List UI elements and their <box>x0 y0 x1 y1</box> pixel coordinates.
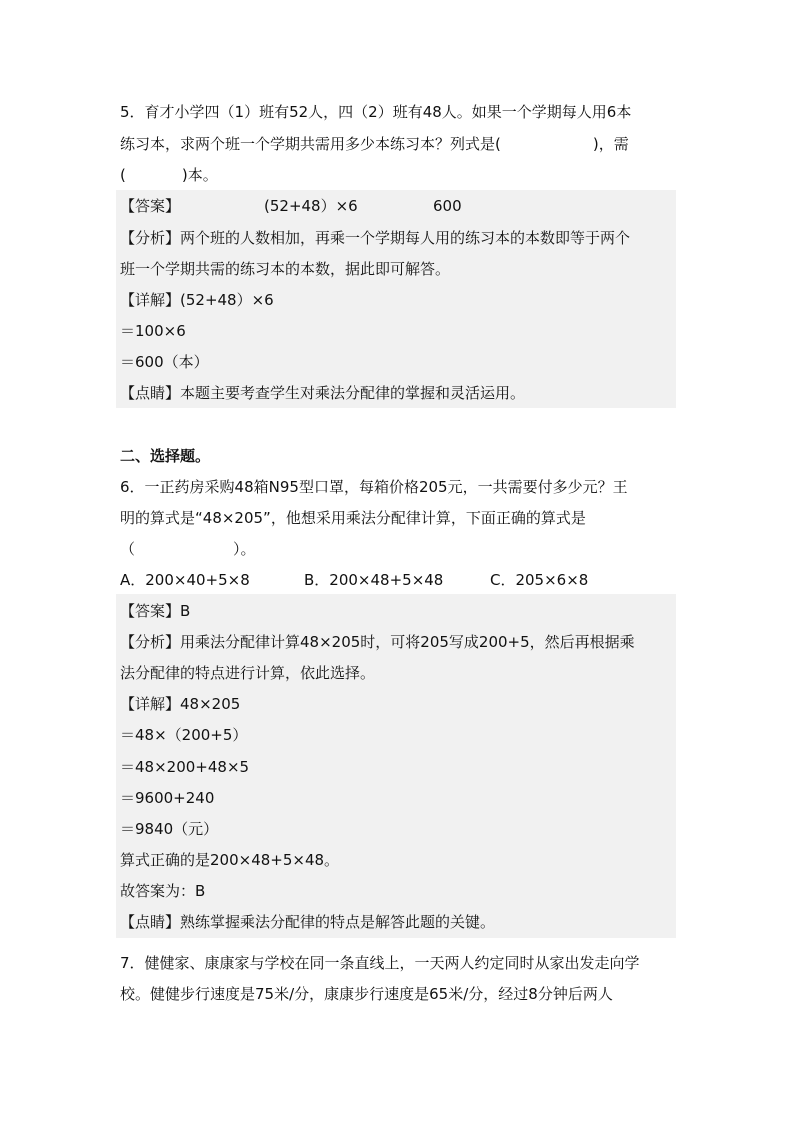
q5-detail-line-2: ＝100×6 <box>120 322 186 340</box>
q5-line-2-end: )，需 <box>592 135 629 153</box>
q6-detail-line-2: ＝48×（200+5） <box>120 726 248 744</box>
q5-answer-expression: (52+48）×6 <box>264 197 358 215</box>
q5-comment: 【点睛】本题主要考查学生对乘法分配律的掌握和灵活运用。 <box>120 384 526 402</box>
q5-answer-value: 600 <box>433 197 462 215</box>
q6-line-2: 明的算式是“48×205”，他想采用乘法分配律计算，下面正确的算式是 <box>120 509 586 527</box>
q5-analysis-line-1: 【分析】两个班的人数相加，再乘一个学期每人用的练习本的本数即等于两个 <box>120 229 631 247</box>
q6-detail-line-1: 【详解】48×205 <box>120 695 241 713</box>
section-title: 二、选择题。 <box>120 447 211 465</box>
q6-line-1: 6．一正药房采购48箱N95型口罩，每箱价格205元，一共需要付多少元？王 <box>120 478 628 496</box>
q6-line-3-end: ）。 <box>233 540 256 558</box>
q6-line-3-open: （ <box>120 540 136 558</box>
q6-answer: 【答案】B <box>120 602 191 620</box>
q5-line-3-end: )本。 <box>181 166 218 184</box>
q5-answer-label: 【答案】 <box>120 197 181 215</box>
q6-analysis-line-2: 法分配律的特点进行计算，依此选择。 <box>120 664 376 682</box>
q5-analysis-line-2: 班一个学期共需的练习本的本数，据此即可解答。 <box>120 260 451 278</box>
q6-detail-line-6: 算式正确的是200×48+5×48。 <box>120 851 340 869</box>
q7-line-2: 校。健健步行速度是75米/分，康康步行速度是65米/分，经过8分钟后两人 <box>120 985 613 1003</box>
q5-detail-line-3: ＝600（本） <box>120 353 209 371</box>
q6-line-3 <box>120 539 256 559</box>
q7-line-1: 7．健健家、康康家与学校在同一条直线上，一天两人约定同时从家出发走向学 <box>120 954 640 972</box>
q6-option-a: A．200×40+5×8 <box>120 571 250 589</box>
q6-option-c: C．205×6×8 <box>490 571 589 589</box>
q5-line-3 <box>120 165 218 185</box>
q5-line-2 <box>120 134 629 154</box>
q5-line-2-text: 练习本，求两个班一个学期共需用多少本练习本？列式是( <box>120 135 501 153</box>
q6-analysis-line-1: 【分析】用乘法分配律计算48×205时，可将205写成200+5，然后再根据乘 <box>120 633 635 651</box>
q5-line-3-open: ( <box>120 166 126 184</box>
q6-detail-line-7: 故答案为：B <box>120 882 206 900</box>
q6-detail-line-5: ＝9840（元） <box>120 820 219 838</box>
q6-option-b: B．200×48+5×48 <box>304 571 444 589</box>
q6-comment: 【点睛】熟练掌握乘法分配律的特点是解答此题的关键。 <box>120 913 496 931</box>
q5-detail-line-1: 【详解】(52+48）×6 <box>120 291 274 309</box>
q6-detail-line-3: ＝48×200+48×5 <box>120 758 250 776</box>
q6-detail-line-4: ＝9600+240 <box>120 789 215 807</box>
q5-line-1: 5．育才小学四（1）班有52人，四（2）班有48人。如果一个学期每人用6本 <box>120 103 632 121</box>
